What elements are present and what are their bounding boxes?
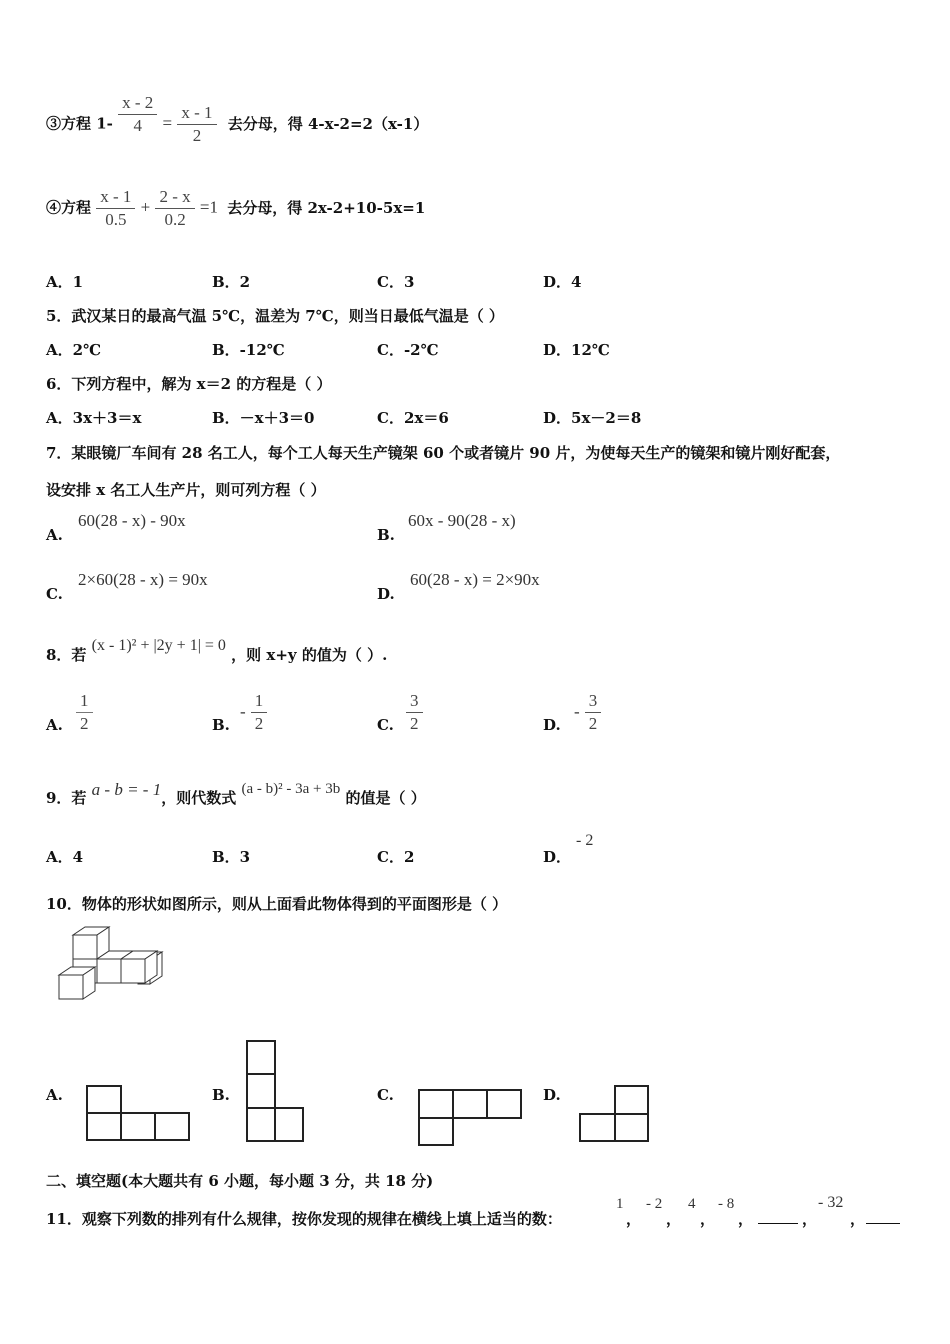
q5-option-b[interactable]: B．-12℃ — [212, 341, 285, 359]
q7-option-c-expr: 2×60(28 - x) = 90x — [78, 570, 208, 589]
q10-option-a-figure — [86, 1085, 191, 1143]
q8-option-a-value: $\frac{1}{2}$ — [76, 690, 93, 735]
statement-4 — [46, 186, 425, 231]
q11-term-3: 4 — [688, 1196, 696, 1212]
q7-option-c-label[interactable]: C. — [46, 585, 63, 603]
statement-4-label: ④方程 — [46, 198, 92, 217]
q9-option-b[interactable]: B．3 — [212, 848, 251, 866]
q6-option-b[interactable]: B．－x＋3＝0 — [212, 409, 315, 427]
q10-option-d-figure — [579, 1085, 651, 1143]
question-7-line2: 设安排 x 名工人生产片，则可列方程（ ） — [46, 481, 326, 499]
q8-option-d-label[interactable]: D. — [543, 716, 561, 734]
q8-option-a-label[interactable]: A. — [46, 716, 63, 734]
fraction: $\frac{2 - x}{0.2}$ — [155, 186, 194, 231]
q6-option-a[interactable]: A．3x＋3＝x — [46, 409, 142, 427]
statement-3-conclusion: 去分母，得 4-x-2=2（x-1） — [227, 114, 429, 133]
q7-option-a-label[interactable]: A. — [46, 526, 63, 544]
plus-sign: + — [140, 197, 151, 217]
q8-option-b-value: - $\frac{1}{2}$ — [240, 690, 267, 735]
statement-3 — [46, 93, 429, 147]
question-8-condition: (x - 1)² + |2y + 1| = 0 — [91, 637, 226, 654]
q10-option-b-figure — [246, 1040, 306, 1143]
q4-option-a[interactable]: A．1 — [46, 273, 84, 291]
q10-option-d-label[interactable]: D. — [543, 1086, 561, 1104]
fraction: $\frac{x - 1}{0.5}$ — [96, 186, 135, 231]
q11-blank-1[interactable] — [758, 1209, 798, 1228]
fraction: $\frac{x - 2}{4}$ — [118, 92, 157, 137]
question-9-prefix: 9．若 — [46, 789, 87, 807]
equals-sign: = — [162, 113, 173, 133]
q4-option-d[interactable]: D．4 — [543, 273, 582, 291]
q11-blank-2[interactable] — [866, 1209, 900, 1228]
question-8-suffix: ，则 x+y 的值为（ ）. — [231, 646, 388, 664]
question-5: 5．武汉某日的最高气温 5℃，温差为 7℃，则当日最低气温是（ ） — [46, 307, 504, 325]
question-9-condition: a - b = - 1 — [91, 780, 162, 799]
q11-term-4: - 8 — [718, 1196, 735, 1212]
q7-option-b-label[interactable]: B. — [377, 526, 395, 544]
q8-option-c-value: $\frac{3}{2}$ — [406, 690, 423, 735]
question-8-prefix: 8．若 — [46, 646, 87, 664]
q7-option-b-expr: 60x - 90(28 - x) — [408, 511, 516, 530]
q9-option-a[interactable]: A．4 — [46, 848, 84, 866]
q6-option-d[interactable]: D．5x－2＝8 — [543, 409, 642, 427]
q7-option-a-expr: 60(28 - x) - 90x — [78, 511, 186, 530]
question-6: 6．下列方程中，解为 x＝2 的方程是（ ） — [46, 375, 332, 393]
q5-option-a[interactable]: A．2℃ — [46, 341, 102, 359]
q9-option-d-value: - 2 — [576, 832, 594, 849]
q8-option-b-label[interactable]: B. — [212, 716, 230, 734]
q6-option-c[interactable]: C．2x＝6 — [377, 409, 449, 427]
q5-option-d[interactable]: D．12℃ — [543, 341, 610, 359]
separator: ， — [738, 1210, 754, 1228]
cube-solid-figure — [55, 925, 170, 1005]
q10-option-b-label[interactable]: B. — [212, 1086, 230, 1104]
separator: ， — [626, 1210, 642, 1228]
separator: ， — [666, 1210, 682, 1228]
separator: ， — [802, 1210, 818, 1228]
q9-option-d[interactable]: D． — [543, 848, 572, 866]
question-8 — [46, 637, 388, 665]
q10-option-c-label[interactable]: C. — [377, 1086, 394, 1104]
q7-option-d-expr: 60(28 - x) = 2×90x — [410, 570, 540, 589]
q4-option-c[interactable]: C．3 — [377, 273, 415, 291]
question-11-text: 11．观察下列数的排列有什么规律，按你发现的规律在横线上填上适当的数： — [46, 1210, 562, 1228]
section-2-title: 二、填空题(本大题共有 6 小题，每小题 3 分，共 18 分) — [46, 1172, 434, 1190]
question-10: 10．物体的形状如图所示，则从上面看此物体得到的平面图形是（ ） — [46, 895, 508, 913]
q11-term-2: - 2 — [646, 1196, 663, 1212]
q10-option-c-figure — [418, 1089, 524, 1147]
q7-option-d-label[interactable]: D. — [377, 585, 395, 603]
q11-term-6: - 32 — [818, 1194, 844, 1211]
question-9-expression: (a - b)² - 3a + 3b — [241, 781, 341, 797]
q8-option-c-label[interactable]: C. — [377, 716, 394, 734]
fraction: $\frac{x - 1}{2}$ — [177, 102, 216, 147]
q4-option-b[interactable]: B．2 — [212, 273, 251, 291]
question-11 — [46, 1208, 562, 1229]
question-9-suffix: 的值是（ ） — [345, 789, 426, 807]
q9-option-c[interactable]: C．2 — [377, 848, 415, 866]
q8-option-d-value: - $\frac{3}{2}$ — [574, 690, 601, 735]
statement-3-label: ③方程 1- — [46, 114, 113, 133]
separator: ， — [700, 1210, 716, 1228]
question-9-mid: ，则代数式 — [161, 789, 237, 807]
statement-4-conclusion: 去分母，得 2x-2+10-5x=1 — [227, 198, 426, 217]
q5-option-c[interactable]: C．-2℃ — [377, 341, 439, 359]
separator: ， — [850, 1210, 866, 1228]
q10-option-a-label[interactable]: A. — [46, 1086, 63, 1104]
question-9 — [46, 780, 426, 808]
question-7-line1: 7．某眼镜厂车间有 28 名工人，每个工人每天生产镜架 60 个或者镜片 90 片，为使每天生产的镜架和镜片刚好配套， — [46, 444, 841, 462]
q11-term-1: 1 — [616, 1196, 624, 1212]
equals-one: =1 — [199, 197, 218, 217]
